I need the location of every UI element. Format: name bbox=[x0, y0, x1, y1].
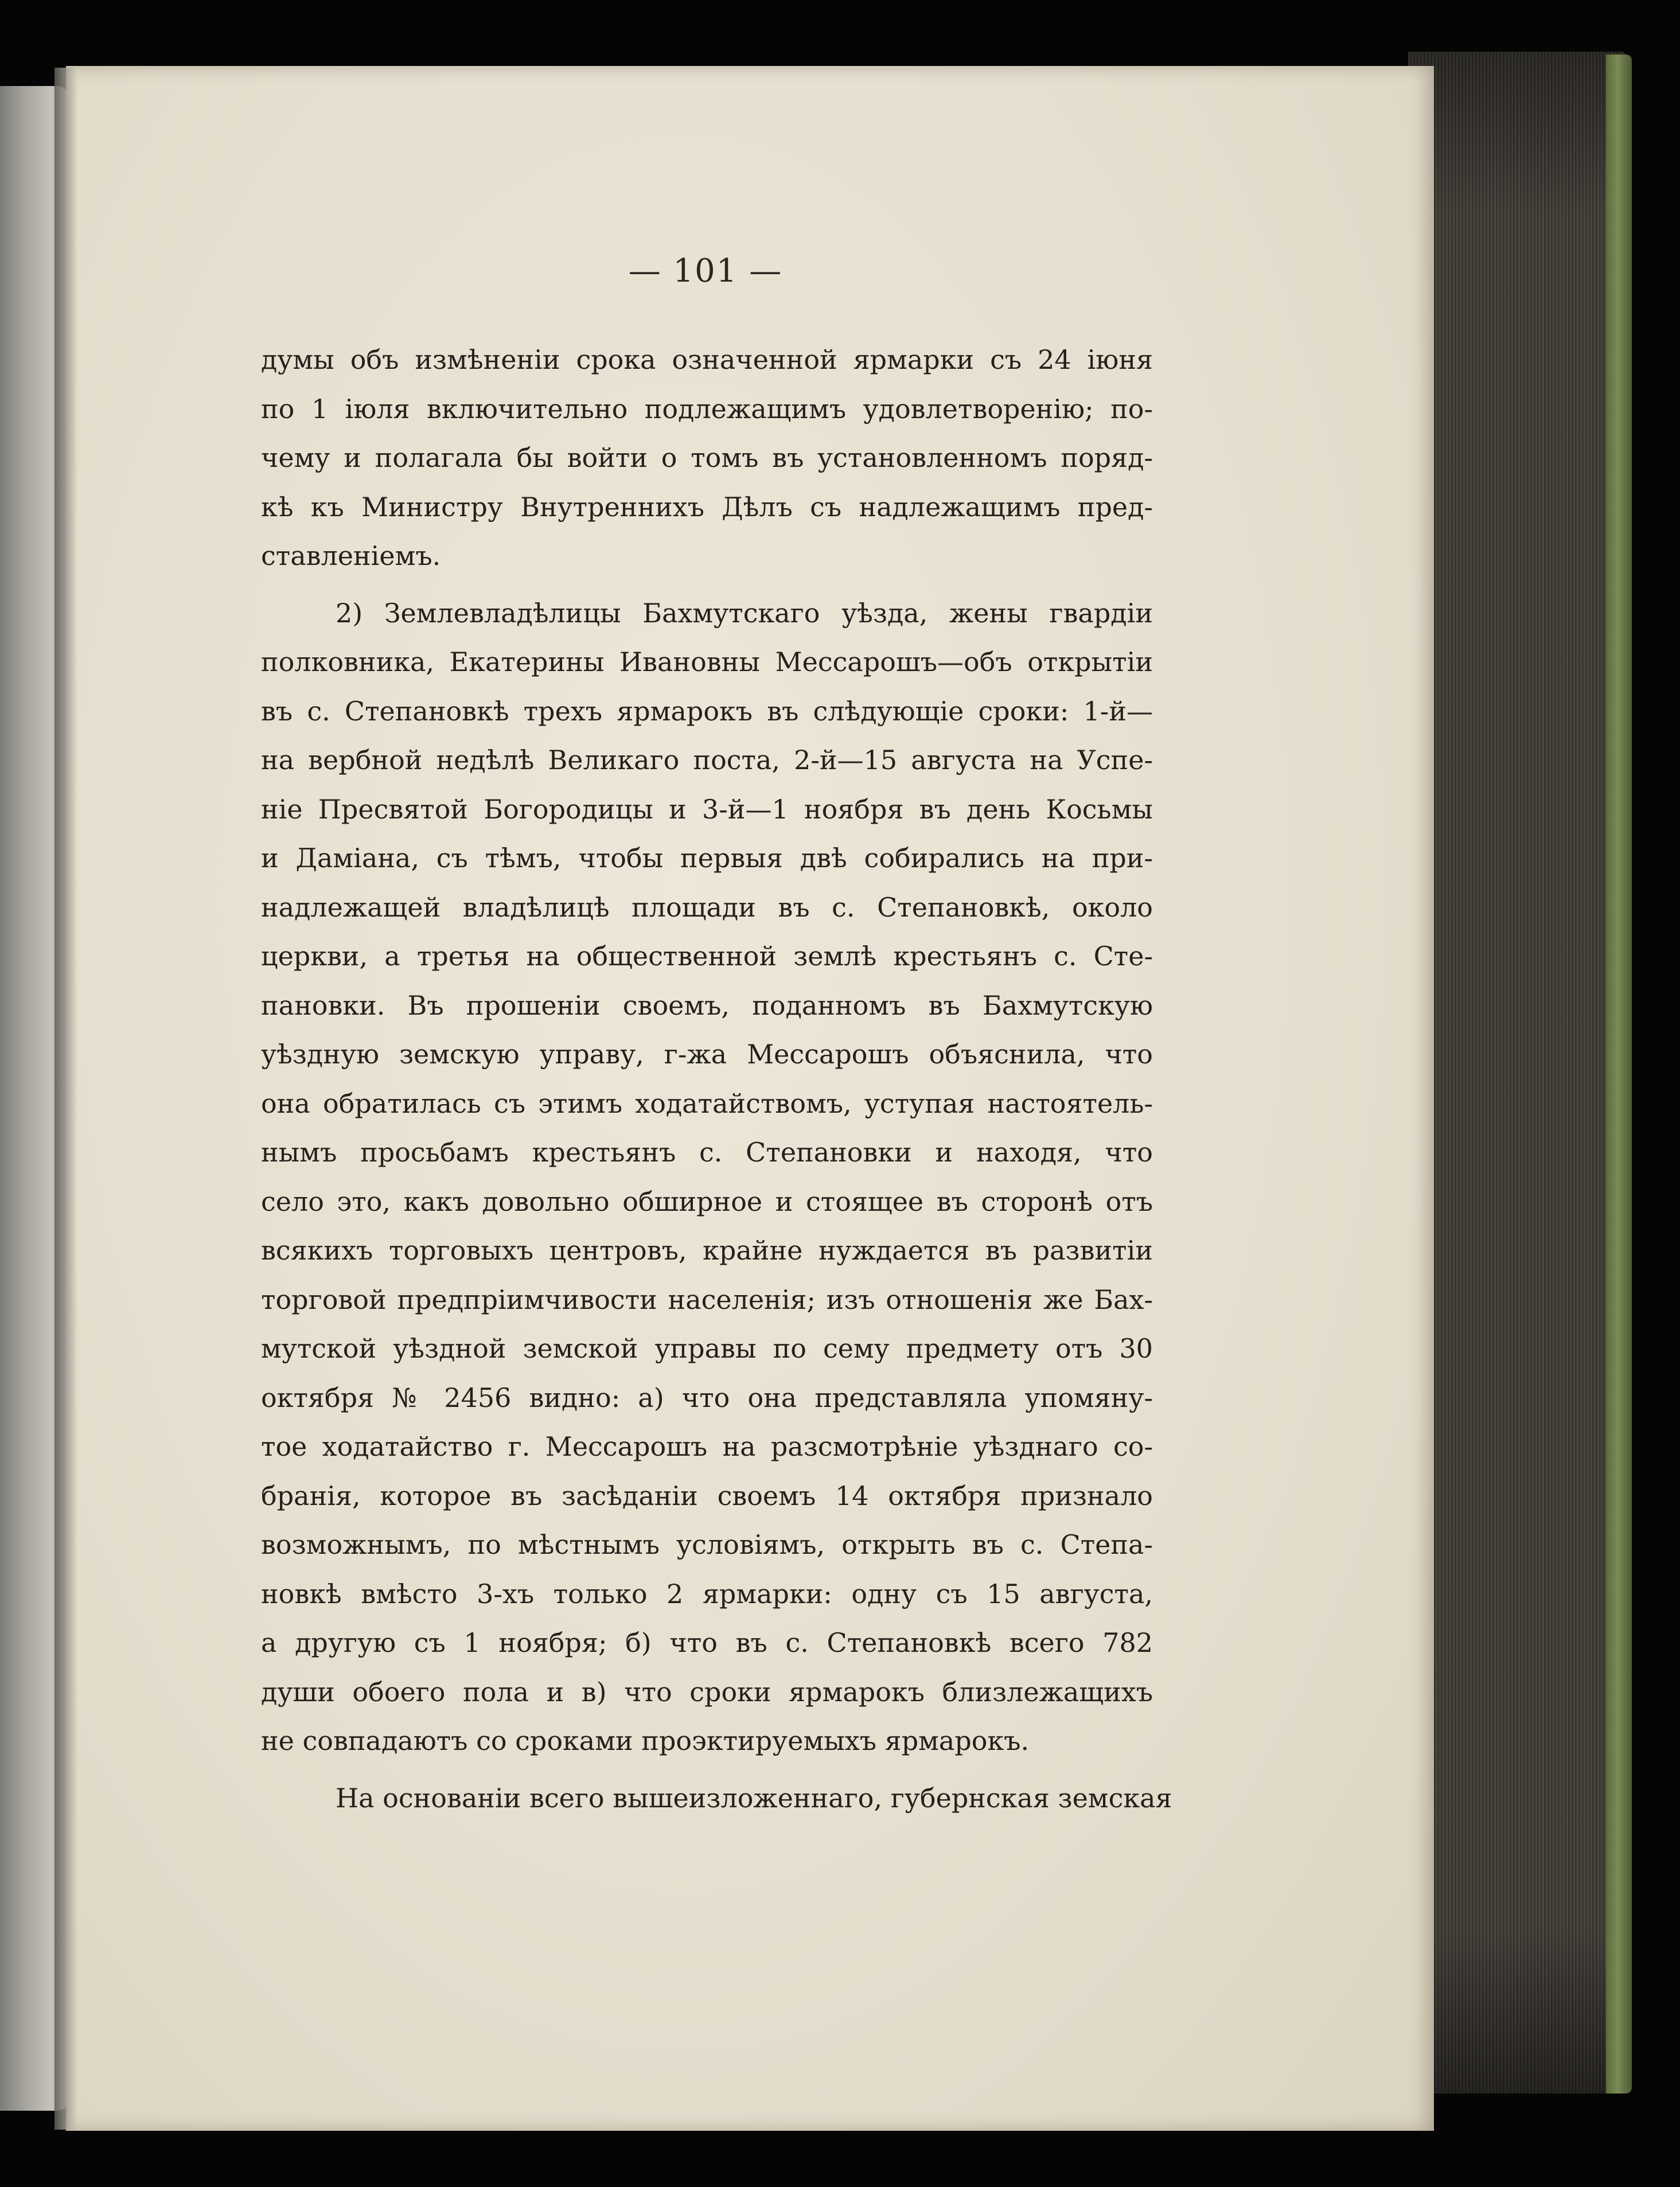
body-text bbox=[261, 336, 1172, 1823]
text-line: новкѣ вмѣсто 3-хъ только 2 ярмарки: одну съ 15 августа, bbox=[261, 1578, 1153, 1609]
text-line: она обратилась съ этимъ ходатайствомъ, уступая настоятель- bbox=[261, 1087, 1153, 1119]
text-line: 2) Землевладѣлицы Бахмутскаго уѣзда, жены гвардіи bbox=[336, 597, 1153, 629]
text-line: на вербной недѣлѣ Великаго поста, 2-й—15 августа на Успе- bbox=[261, 744, 1153, 775]
text-line: бранія, которое въ засѣданіи своемъ 14 октября признало bbox=[261, 1480, 1153, 1511]
text-line: всякихъ торговыхъ центровъ, крайне нуждается въ развитіи bbox=[261, 1235, 1153, 1266]
text-line: и Даміана, съ тѣмъ, чтобы первыя двѣ собирались на при- bbox=[261, 843, 1153, 874]
book-cover-edge bbox=[1606, 54, 1632, 2094]
text-line: пановки. Въ прошеніи своемъ, поданномъ въ Бахмутскую bbox=[261, 989, 1153, 1021]
text-line: души обоего пола и в) что сроки ярмарокъ близлежащихъ bbox=[261, 1676, 1153, 1708]
gutter-shadow bbox=[54, 68, 77, 2130]
text-line: а другую съ 1 ноября; б) что въ с. Степановкѣ всего 782 bbox=[261, 1627, 1153, 1658]
text-line: церкви, а третья на общественной землѣ крестьянъ с. Сте- bbox=[261, 941, 1153, 972]
text-line: чему и полагала бы войти о томъ въ установленномъ поряд- bbox=[261, 442, 1153, 473]
text-line: нымъ просьбамъ крестьянъ с. Степановки и находя, что bbox=[261, 1137, 1153, 1168]
text-line: думы объ измѣненіи срока означенной ярмарки съ 24 іюня bbox=[261, 344, 1153, 375]
book-fore-edge bbox=[1408, 52, 1626, 2094]
text-line: село это, какъ довольно обширное и стоящее въ сторонѣ отъ bbox=[261, 1186, 1153, 1217]
text-line: не совпадаютъ со сроками проэктируемыхъ ярмарокъ. bbox=[261, 1725, 1030, 1756]
text-line: уѣздную земскую управу, г-жа Мессарошъ объяснила, что bbox=[261, 1039, 1153, 1070]
text-line: надлежащей владѣлицѣ площади въ с. Степановкѣ, около bbox=[261, 891, 1153, 923]
text-line: мутской уѣздной земской управы по сему предмету отъ 30 bbox=[261, 1333, 1153, 1364]
text-line: октября № 2456 видно: а) что она представляла упомяну- bbox=[261, 1382, 1153, 1413]
text-line: полковника, Екатерины Ивановны Мессарошъ—объ открытіи bbox=[261, 646, 1153, 677]
text-line: тое ходатайство г. Мессарошъ на разсмотрѣніе уѣзднаго со- bbox=[261, 1431, 1153, 1462]
text-line: по 1 іюля включительно подлежащимъ удовлетворенію; по- bbox=[261, 393, 1153, 424]
text-line: торговой предпріимчивости населенія; изъ отношенія же Бах- bbox=[261, 1284, 1153, 1315]
text-line: На основаніи всего вышеизложеннаго, губернская земская bbox=[336, 1782, 1172, 1814]
text-line: возможнымъ, по мѣстнымъ условіямъ, открыть въ с. Степа- bbox=[261, 1529, 1153, 1560]
text-line: кѣ къ Министру Внутреннихъ Дѣлъ съ надлежащимъ пред- bbox=[261, 491, 1153, 523]
text-line: ніе Пресвятой Богородицы и 3-й—1 ноября въ день Косьмы bbox=[261, 793, 1153, 825]
text-line: въ с. Степановкѣ трехъ ярмарокъ въ слѣдующіе сроки: 1-й— bbox=[261, 695, 1153, 727]
text-line: ставленіемъ. bbox=[261, 540, 441, 571]
page-number: — 101 — bbox=[628, 252, 783, 290]
